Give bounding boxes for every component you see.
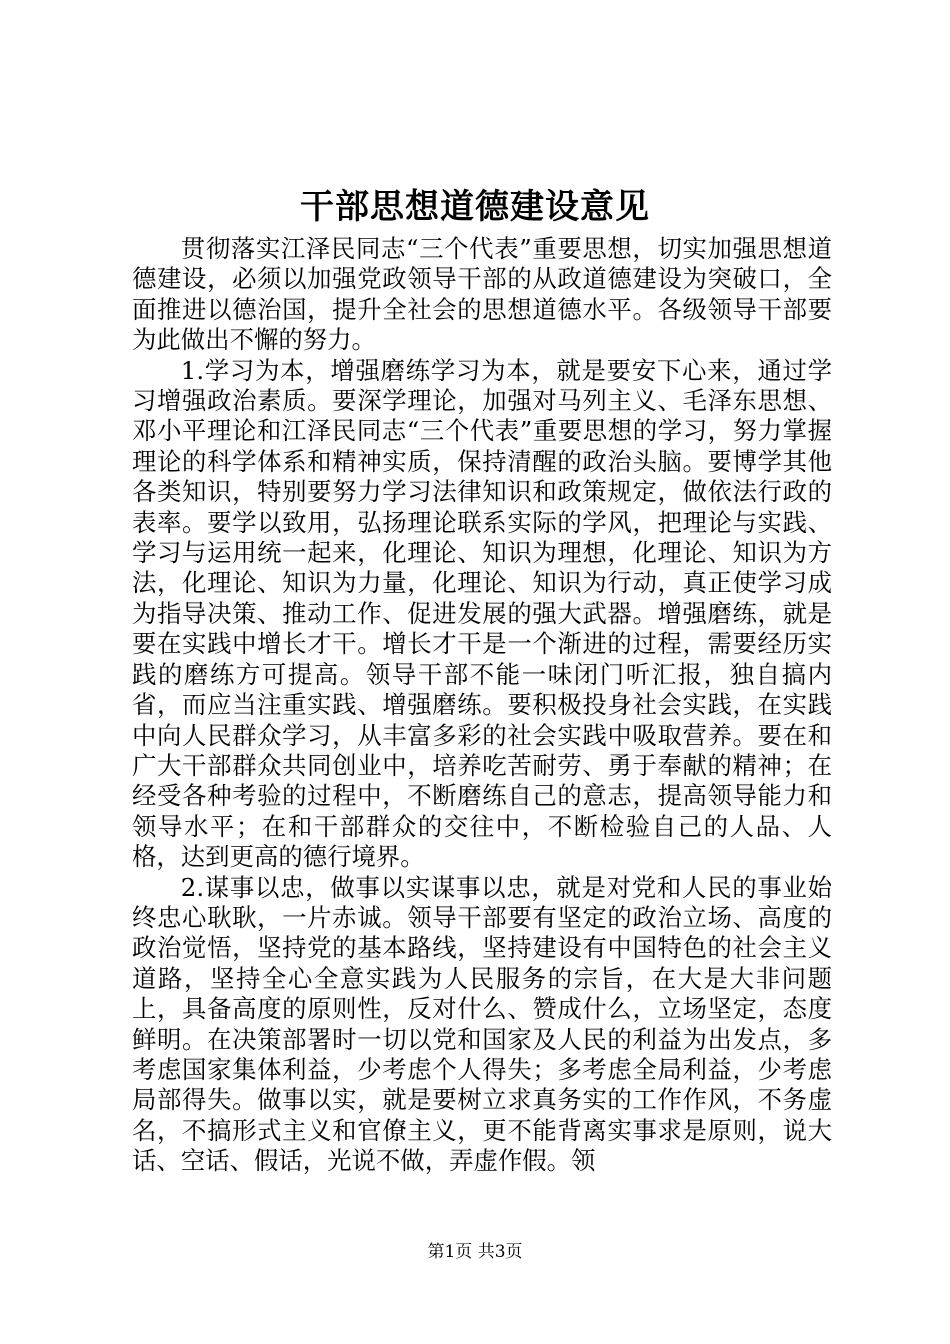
document-title: 干部思想道德建设意见 — [300, 187, 650, 227]
paragraph-section-2: 2.谋事以忠，做事以实谋事以忠，就是对党和人民的事业始终忠心耿耿，一片赤诚。领导干部要有坚定的政治立场、高度的政治觉悟，坚持党的基本路线，坚持建设有中国特色的社会主义道路，坚持全心全意实践为人民服务的宗旨，在大是大非问题上，具备高度的原则性，反对什么、赞成什么，立场坚定，态度鲜明。在决策部署时一切以党和国家及人民的利益为出发点，多考虑国家集体利益，少考虑个人得失；多考虑全局利益，少考虑局部得失。做事以实，就是要树立求真务实的工作作风，不务虚名，不搞形式主义和官僚主义，更不能背离实事求是原则，说大话、空话、假话，光说不做，弄虚作假。领 — [132, 872, 832, 1176]
paragraph-intro: 贯彻落实江泽民同志“三个代表”重要思想，切实加强思想道德建设，必须以加强党政领导干部的从政道德建设为突破口，全面推进以德治国，提升全社会的思想道德水平。各级领导干部要为此做出不懈的努力。 — [132, 234, 832, 355]
page-number-footer: 第1页 共3页 — [427, 1242, 523, 1262]
paragraph-section-1: 1.学习为本，增强磨练学习为本，就是要安下心来，通过学习增强政治素质。要深学理论，加强对马列主义、毛泽东思想、邓小平理论和江泽民同志“三个代表”重要思想的学习，努力掌握理论的科学体系和精神实质，保持清醒的政治头脑。要博学其他各类知识，特别要努力学习法律知识和政策规定，做依法行政的表率。要学以致用，弘扬理论联系实际的学风，把理论与实践、学习与运用统一起来，化理论、知识为理想，化理论、知识为方法，化理论、知识为力量，化理论、知识为行动，真正使学习成为指导决策、推动工作、促进发展的强大武器。增强磨练，就是要在实践中增长才干。增长才干是一个渐进的过程，需要经历实践的磨练方可提高。领导干部不能一味闭门听汇报，独自搞内省，而应当注重实践、增强磨练。要积极投身社会实践，在实践中向人民群众学习，从丰富多彩的社会实践中吸取营养。要在和广大干部群众共同创业中，培养吃苦耐劳、勇于奉献的精神；在经受各种考验的过程中，不断磨练自己的意志，提高领导能力和领导水平；在和干部群众的交往中，不断检验自己的人品、人格，达到更高的德行境界。 — [132, 355, 832, 872]
document-body — [132, 234, 832, 1177]
